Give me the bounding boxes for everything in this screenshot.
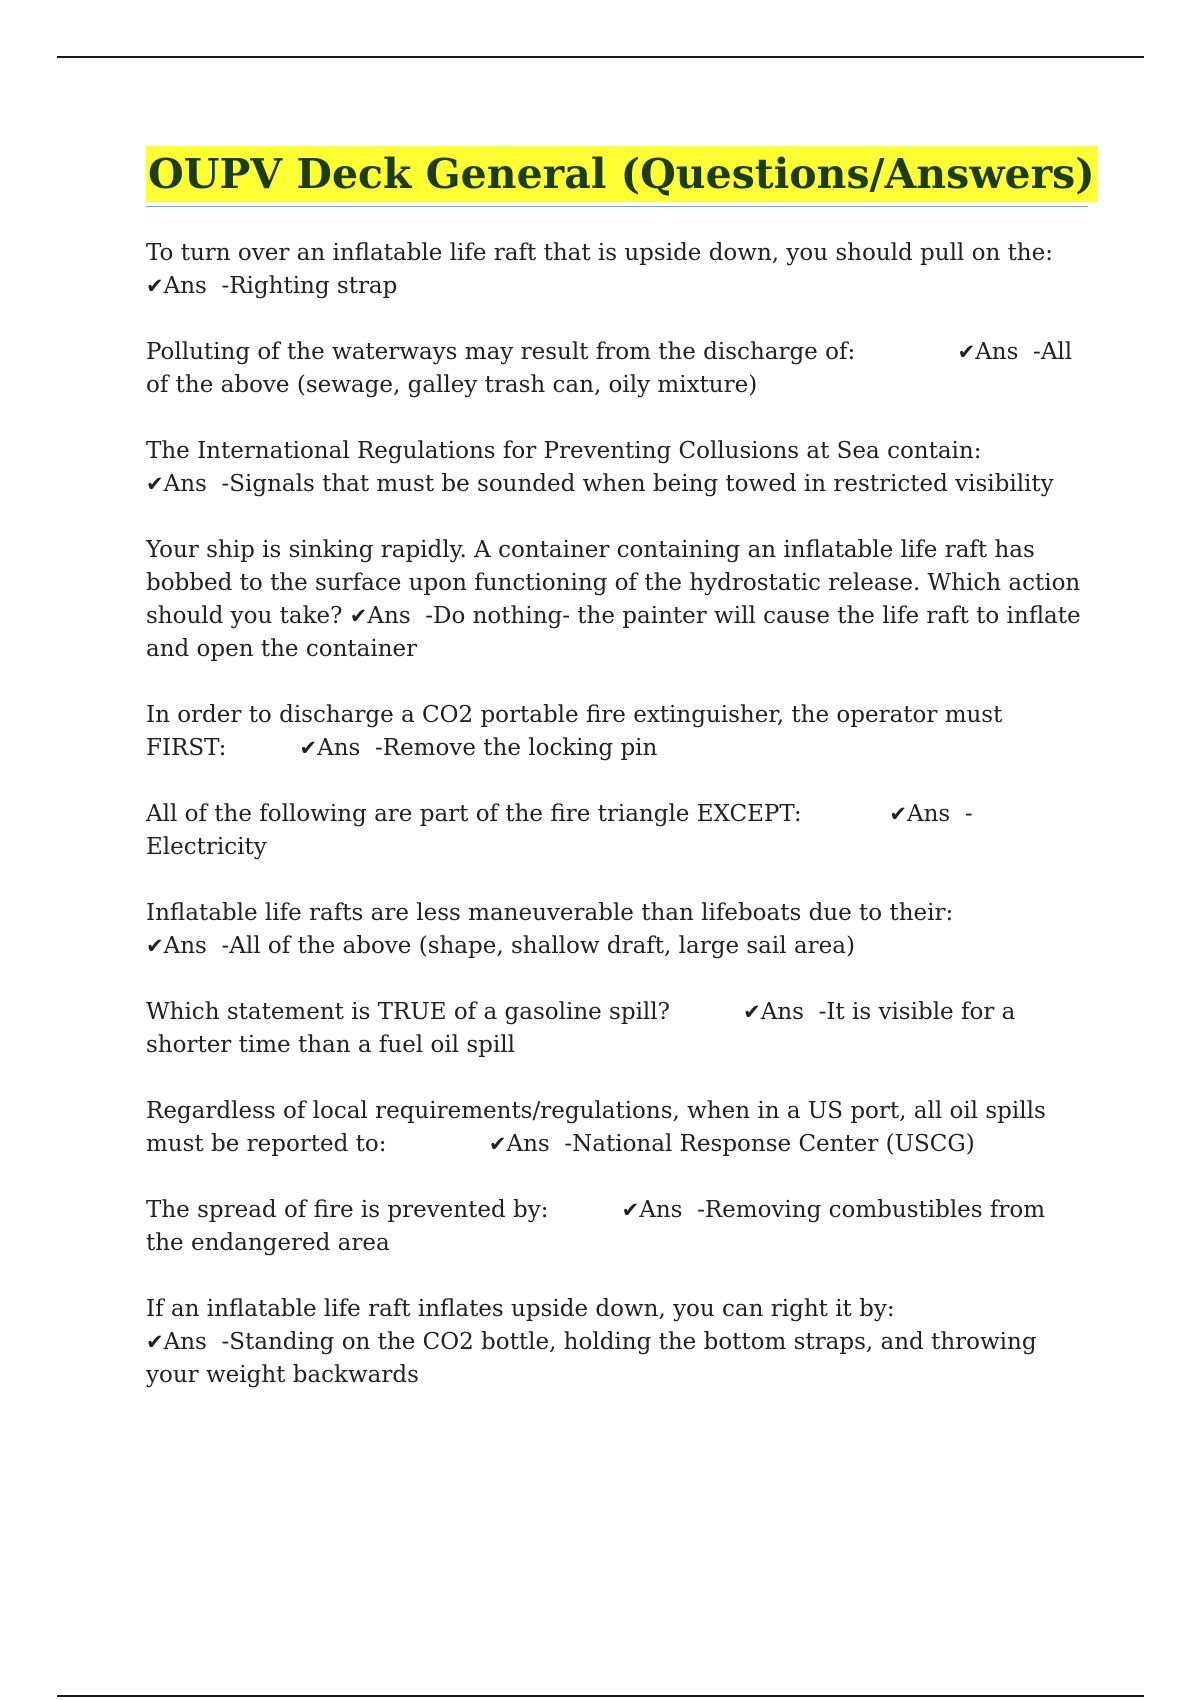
answer-gap — [207, 1329, 222, 1355]
question-text: Your ship is sinking rapidly. A container containing an inflatable life raft has bobbed to the surface upon functioning of the hydrostatic release. Which action should you take? — [146, 537, 1081, 629]
answer-gap — [1018, 339, 1033, 365]
qa-item — [146, 699, 1088, 765]
answer-gap — [804, 999, 819, 1025]
answer-label: Ans — [367, 603, 411, 629]
answer-gap — [207, 273, 222, 299]
question-text: In order to discharge a CO2 portable fire extinguisher, the operator must FIRST: — [146, 702, 1003, 761]
answer-gap — [411, 603, 426, 629]
question-text: To turn over an inflatable life raft that is upside down, you should pull on the: — [146, 240, 1053, 266]
answer-text: -Standing on the CO2 bottle, holding the bottom straps, and throwing your weight backwards — [146, 1329, 1037, 1388]
question-text: Regardless of local requirements/regulations, when in a US port, all oil spills must be reported to: — [146, 1098, 1046, 1157]
document-body — [146, 146, 1095, 1425]
checkmark-icon: ✔ — [957, 340, 976, 364]
document-title: OUPV Deck General (Questions/Answers) — [146, 146, 1097, 202]
qa-item — [146, 798, 1088, 864]
answer-label: Ans — [317, 735, 361, 761]
checkmark-icon: ✔ — [146, 472, 164, 496]
checkmark-icon: ✔ — [349, 604, 368, 628]
page-bottom-rule — [57, 1695, 1144, 1697]
qa-item — [146, 1293, 1088, 1392]
checkmark-icon: ✔ — [146, 934, 164, 958]
answer-label: Ans — [975, 339, 1019, 365]
answer-text: -Remove the locking pin — [374, 735, 658, 761]
qa-item — [146, 996, 1088, 1062]
answer-text: -Removing combustibles from the endangered area — [146, 1197, 1046, 1256]
checkmark-icon: ✔ — [889, 802, 907, 826]
answer-label: Ans — [906, 801, 951, 827]
qa-item — [146, 336, 1088, 402]
answer-spacer — [855, 339, 957, 365]
page-top-rule — [57, 56, 1144, 58]
answer-text: -Do nothing- the painter will cause the life raft to inflate and open the container — [146, 603, 1081, 662]
answer-spacer — [387, 1131, 489, 1157]
answer-label: Ans — [163, 471, 207, 497]
checkmark-icon: ✔ — [299, 736, 318, 760]
answer-label: Ans — [506, 1131, 550, 1157]
answer-label: Ans — [163, 1329, 207, 1355]
answer-gap — [682, 1197, 697, 1223]
answer-spacer — [548, 1197, 621, 1223]
answer-text: -National Response Center (USCG) — [564, 1131, 975, 1157]
qa-item — [146, 897, 1088, 963]
answer-gap — [950, 801, 965, 827]
answer-label: Ans — [163, 273, 207, 299]
answer-text: -All of the above (sewage, galley trash can, oily mixture) — [146, 339, 1073, 398]
answer-label: Ans — [163, 933, 207, 959]
qa-item — [146, 435, 1088, 501]
answer-text: -It is visible for a shorter time than a fuel oil spill — [146, 999, 1016, 1058]
answer-gap — [207, 933, 222, 959]
answer-text: -Righting strap — [221, 273, 398, 299]
checkmark-icon: ✔ — [621, 1198, 640, 1222]
question-text: The International Regulations for Preventing Collusions at Sea contain: — [146, 438, 982, 464]
answer-spacer — [802, 801, 890, 827]
question-text: The spread of fire is prevented by: — [146, 1197, 549, 1223]
question-text: Inflatable life rafts are less maneuverable than lifeboats due to their: — [146, 900, 954, 926]
answer-gap — [550, 1131, 565, 1157]
answer-label: Ans — [639, 1197, 683, 1223]
answer-spacer — [342, 603, 349, 629]
checkmark-icon: ✔ — [146, 274, 164, 298]
answer-gap — [207, 471, 222, 497]
qa-item — [146, 1095, 1088, 1161]
answer-spacer — [226, 735, 299, 761]
answer-gap — [360, 735, 375, 761]
qa-item — [146, 1194, 1088, 1260]
title-underline — [146, 206, 1088, 207]
checkmark-icon: ✔ — [743, 1000, 761, 1024]
qa-list — [146, 237, 1088, 1392]
question-text: Polluting of the waterways may result from the discharge of: — [146, 339, 856, 365]
checkmark-icon: ✔ — [146, 1330, 164, 1354]
answer-text: -Signals that must be sounded when being towed in restricted visibility — [221, 471, 1054, 497]
answer-text: -All of the above (shape, shallow draft, large sail area) — [221, 933, 855, 959]
question-text: All of the following are part of the fire triangle EXCEPT: — [146, 801, 802, 827]
qa-item — [146, 534, 1088, 666]
answer-label: Ans — [760, 999, 804, 1025]
question-text: If an inflatable life raft inflates upside down, you can right it by: — [146, 1296, 895, 1322]
question-text: Which statement is TRUE of a gasoline spill? — [146, 999, 670, 1025]
qa-item — [146, 237, 1088, 303]
answer-spacer — [670, 999, 743, 1025]
answer-text: -Electricity — [146, 801, 973, 860]
checkmark-icon: ✔ — [488, 1132, 507, 1156]
